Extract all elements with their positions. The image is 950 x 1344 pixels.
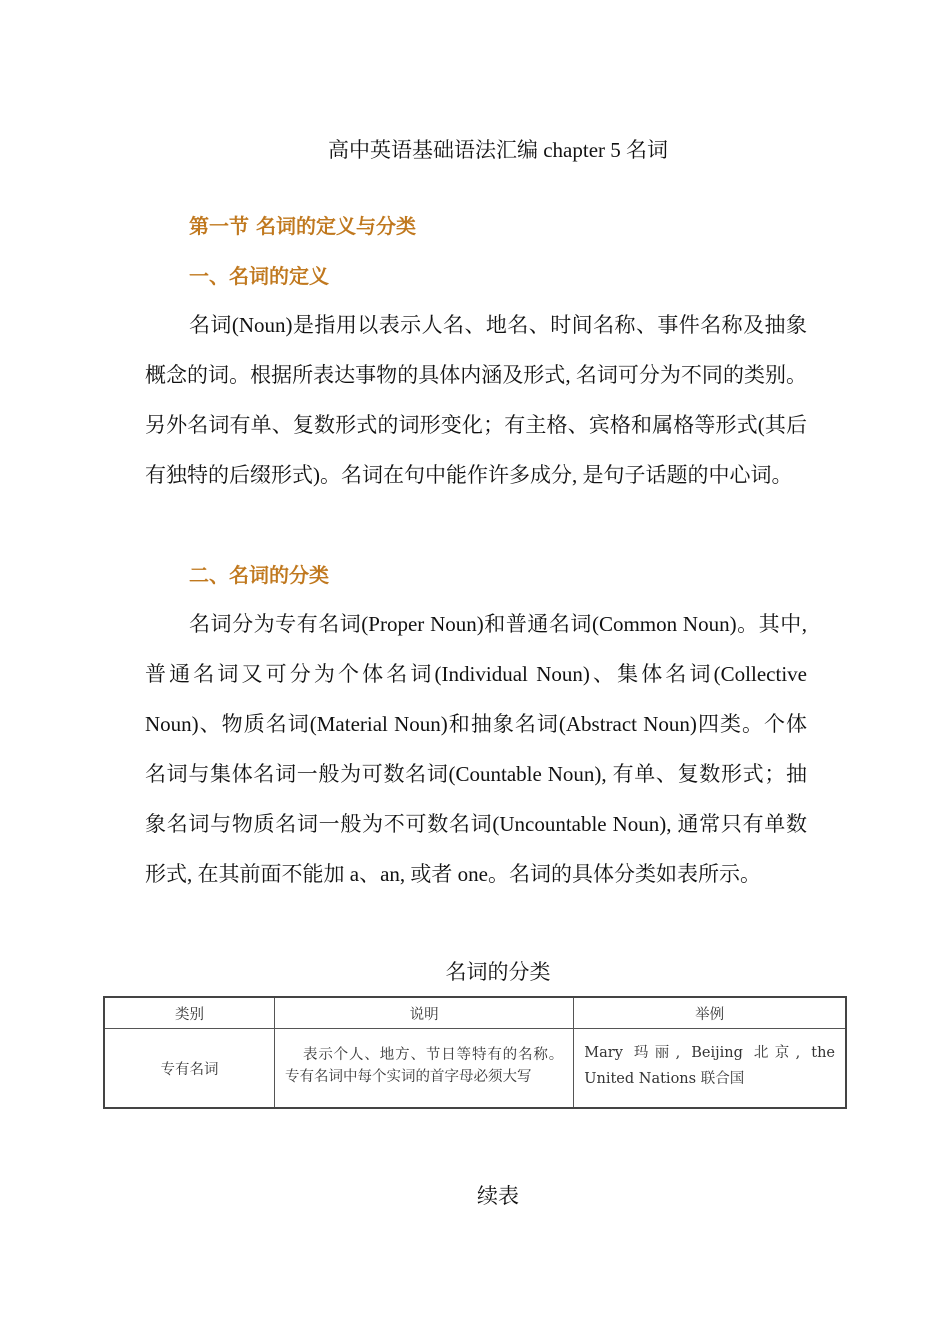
example-line-2: United Nations 联合国 xyxy=(584,1071,745,1087)
table-caption: 名词的分类 xyxy=(445,960,551,984)
classification-paragraph: 名词分为专有名词(Proper Noun)和普通名词(Common Noun)。其中, 普通名词又可分为个体名词(Individual Noun)、集体名词(Collective Noun)、物质名词(Material Noun)和抽象名词(Abstract Noun)四类。个体名词与集体名词一般为可数名词(Countable Noun), 有单、复数形式；抽象名词与物质名词一般为不可数名词(Uncountable Noun), 通常只有单数形式, 在其前面不能加 a、an, 或者 one。名词的具体分类如表所示。 xyxy=(145,612,807,886)
header-description: 说明 xyxy=(274,997,573,1029)
description-text: 表示个人、地方、节日等特有的名称。专有名词中每个实词的首字母必须大写 xyxy=(284,1047,564,1085)
definition-heading: 一、名词的定义 xyxy=(189,264,329,288)
cell-example xyxy=(574,1029,846,1109)
section-heading: 第一节 名词的定义与分类 xyxy=(189,214,416,238)
continued-label: 续表 xyxy=(477,1184,519,1208)
example-line-1: Mary 玛丽, Beijing 北京, the xyxy=(584,1045,835,1061)
cell-category: 专有名词 xyxy=(104,1029,274,1109)
cell-description xyxy=(274,1029,573,1109)
table-row xyxy=(104,1029,846,1109)
definition-paragraph: 名词(Noun)是指用以表示人名、地名、时间名称、事件名称及抽象概念的词。根据所表达事物的具体内涵及形式, 名词可分为不同的类别。另外名词有单、复数形式的词形变化；有主格、宾格和属格等形式(其后有独特的后缀形式)。名词在句中能作许多成分, 是句子话题的中心词。 xyxy=(145,313,807,487)
classification-heading: 二、名词的分类 xyxy=(189,563,329,587)
noun-classification-table xyxy=(103,996,847,1109)
document-title: 高中英语基础语法汇编 chapter 5 名词 xyxy=(327,138,669,162)
header-example: 举例 xyxy=(574,997,846,1029)
header-category: 类别 xyxy=(104,997,274,1029)
table-header-row xyxy=(104,997,846,1029)
